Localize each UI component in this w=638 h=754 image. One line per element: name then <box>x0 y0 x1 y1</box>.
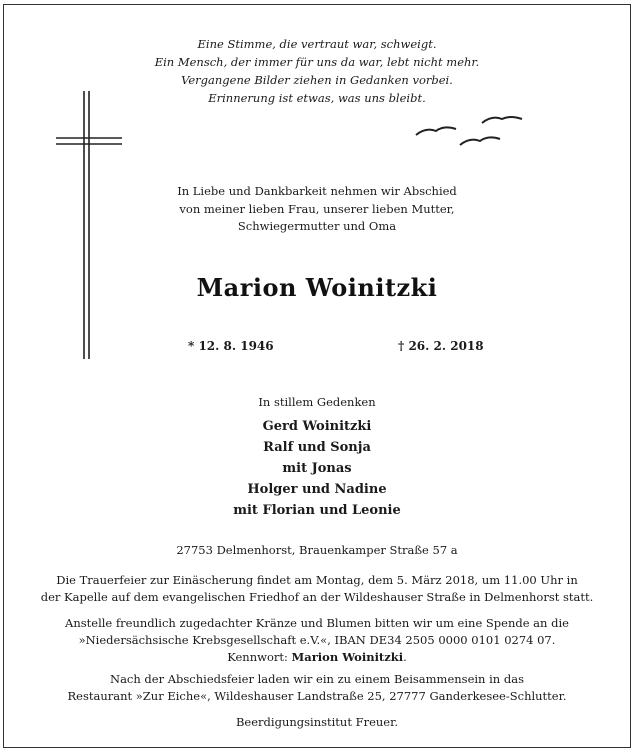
family-address: 27753 Delmenhorst, Brauenkamper Straße 57 a <box>176 543 458 557</box>
intro-line: Schwiegermutter und Oma <box>237 219 397 233</box>
obituary-card <box>3 4 631 748</box>
donation-keyword: Marion Woinitzki <box>291 650 404 664</box>
poem-line: Eine Stimme, die vertraut war, schweigt. <box>197 37 437 51</box>
intro-line: In Liebe und Dankbarkeit nehmen wir Abschied <box>177 184 457 198</box>
donation-line: Anstelle freundlich zugedachter Kränze und Blumen bitten wir um eine Spende an die <box>65 616 569 630</box>
family-list <box>4 416 630 521</box>
death-date: † 26. 2. 2018 <box>398 339 484 353</box>
deceased-name: Marion Woinitzki <box>196 273 438 302</box>
family-member: Ralf und Sonja <box>263 440 371 455</box>
intro-text <box>4 183 630 236</box>
funeral-line: der Kapelle auf dem evangelischen Friedhof an der Wildeshauser Straße in Delmenhorst statt. <box>40 590 594 604</box>
donation-keyword-line <box>4 649 630 666</box>
poem-line: Ein Mensch, der immer für uns da war, lebt nicht mehr. <box>154 55 480 69</box>
donation-keyword-label: Kennwort: <box>227 650 288 664</box>
funeral-info <box>4 572 630 606</box>
donation-keyword-end: . <box>403 650 407 664</box>
donation-info <box>4 615 630 666</box>
gathering-info <box>4 671 630 705</box>
intro-line: von meiner lieben Frau, unserer lieben Mutter, <box>179 201 455 216</box>
family-member: Holger und Nadine <box>247 482 387 497</box>
family-member: mit Jonas <box>282 461 352 476</box>
poem-line: Vergangene Bilder ziehen in Gedanken vorbei. <box>181 73 453 87</box>
undertaker: Beerdigungsinstitut Freuer. <box>235 715 398 729</box>
funeral-line: Die Trauerfeier zur Einäscherung findet am Montag, dem 5. März 2018, um 11.00 Uhr in <box>56 573 578 587</box>
birds-icon <box>414 113 534 163</box>
poem-line: Erinnerung ist etwas, was uns bleibt. <box>208 91 426 105</box>
birth-date: * 12. 8. 1946 <box>188 339 274 353</box>
gathering-line: Nach der Abschiedsfeier laden wir ein zu einem Beisammensein in das <box>110 672 524 686</box>
gathering-line: Restaurant »Zur Eiche«, Wildeshauser Landstraße 25, 27777 Ganderkesee-Schlutter. <box>67 689 567 703</box>
remembrance-heading: In stillem Gedenken <box>258 395 376 409</box>
family-member: Gerd Woinitzki <box>262 419 372 434</box>
donation-line: »Niedersächsische Krebsgesellschaft e.V.«, IBAN DE34 2505 0000 0101 0274 07. <box>78 633 556 647</box>
family-member: mit Florian und Leonie <box>233 503 401 518</box>
